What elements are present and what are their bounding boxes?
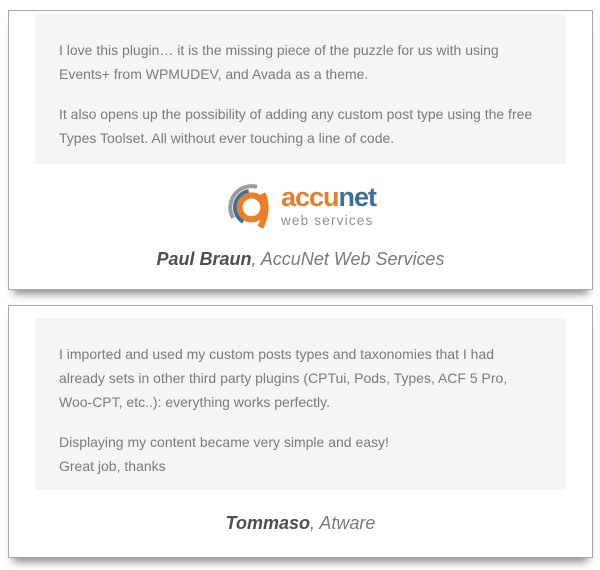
quote-paragraph: I love this plugin… it is the missing piece of the puzzle for us with using Events+ from WPMUDEV, and Avada as a theme. (59, 42, 499, 82)
accunet-logo (9, 178, 592, 234)
wordmark-accu: accu (280, 182, 339, 212)
author-name: Tommaso (225, 513, 310, 533)
testimonial-quote (35, 318, 566, 490)
wordmark-tagline: web services (280, 213, 374, 228)
author-company: , AccuNet Web Services (251, 249, 445, 269)
author-name: Paul Braun (156, 249, 252, 269)
quote-paragraph: It also opens up the possibility of adding any custom post type using the free Types Toolset. All without ever touching a line of code. (59, 106, 533, 146)
quote-paragraph: I imported and used my custom posts types and taxonomies that I had already sets in other third party plugins (CPTui, Pods, Types, ACF 5 Pro, Woo-CPT, etc..): everything works perfectly. (59, 346, 508, 410)
quote-paragraph (59, 430, 542, 478)
accunet-logo-icon (225, 179, 271, 234)
wordmark-net: net (338, 182, 377, 212)
quote-line: Great job, thanks (59, 458, 166, 474)
accunet-wordmark (281, 184, 376, 228)
accunet-wordmark-title (281, 184, 376, 211)
testimonial-quote (35, 14, 566, 164)
quote-line: Displaying my content became very simple and easy! (59, 434, 389, 450)
testimonial-card-paul-braun (8, 10, 593, 290)
author-company: , Atware (310, 513, 376, 533)
testimonial-attribution (9, 248, 592, 270)
testimonial-attribution (9, 512, 592, 534)
testimonial-card-tommaso (8, 305, 593, 558)
